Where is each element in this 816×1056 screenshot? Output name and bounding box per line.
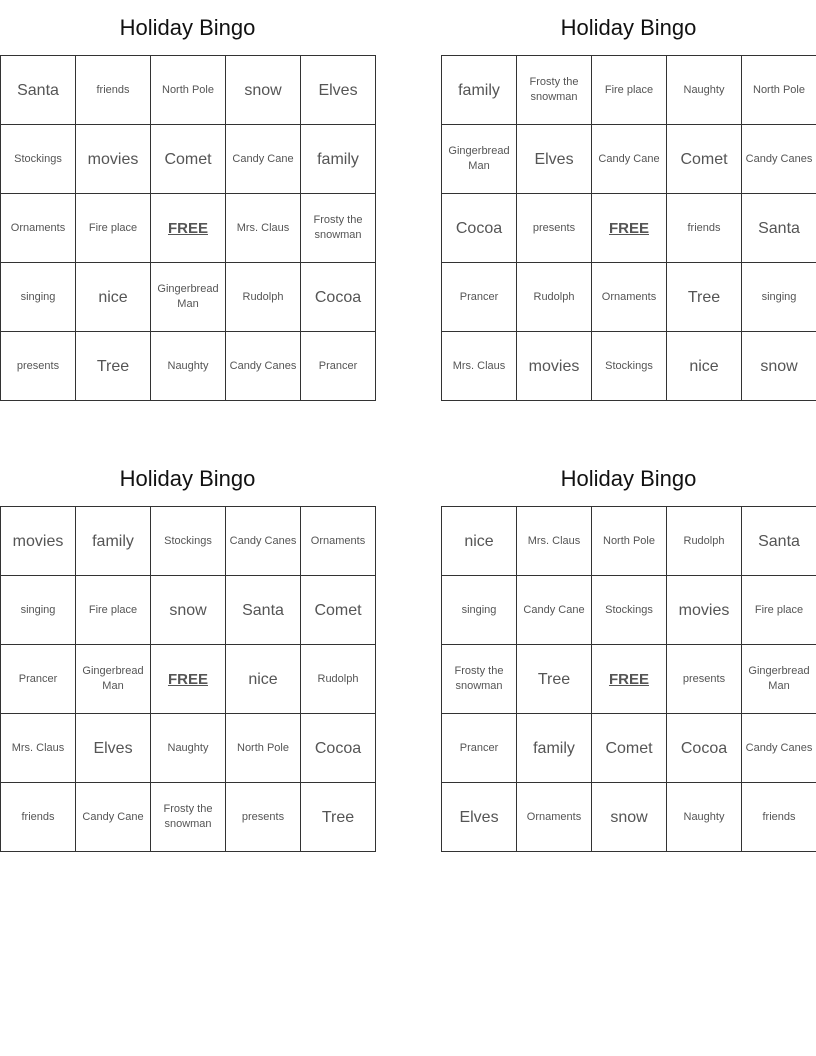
- bingo-cell: Comet: [301, 576, 376, 645]
- bingo-cell: Rudolph: [667, 507, 742, 576]
- bingo-cell: singing: [1, 263, 76, 332]
- grid-row: [442, 576, 816, 645]
- bingo-cell: Naughty: [667, 56, 742, 125]
- bingo-cell: family: [442, 56, 517, 125]
- bingo-cell: singing: [1, 576, 76, 645]
- bingo-cell: friends: [667, 194, 742, 263]
- bingo-cell: Ornaments: [592, 263, 667, 332]
- bingo-cell: Candy Cane: [592, 125, 667, 194]
- bingo-cell: Fire place: [76, 194, 151, 263]
- grid-row: [1, 783, 376, 852]
- grid-row: [1, 714, 376, 783]
- bingo-cell: family: [517, 714, 592, 783]
- bingo-cell: snow: [742, 332, 816, 401]
- grid-row: [442, 645, 816, 714]
- bingo-cell: Frosty the snowman: [151, 783, 226, 852]
- bingo-cell: Cocoa: [301, 263, 376, 332]
- grid-row: [1, 507, 376, 576]
- bingo-cell: presents: [1, 332, 76, 401]
- bingo-cell: Ornaments: [1, 194, 76, 263]
- bingo-cell: North Pole: [226, 714, 301, 783]
- card-title: Holiday Bingo: [119, 465, 256, 491]
- bingo-cell: presents: [667, 645, 742, 714]
- bingo-cell: movies: [76, 125, 151, 194]
- bingo-cell: family: [76, 507, 151, 576]
- bingo-cell: Stockings: [592, 332, 667, 401]
- bingo-cell: Mrs. Claus: [1, 714, 76, 783]
- bingo-card-4: [441, 451, 816, 852]
- bingo-cell: Comet: [667, 125, 742, 194]
- free-space-cell: FREE: [151, 194, 226, 263]
- bingo-cell: Naughty: [151, 332, 226, 401]
- bingo-cell: friends: [742, 783, 816, 852]
- bingo-card-3: [0, 451, 375, 852]
- bingo-grid: [441, 506, 816, 852]
- grid-row: [442, 783, 816, 852]
- bingo-cell: Rudolph: [517, 263, 592, 332]
- grid-row: [1, 576, 376, 645]
- card-title: Holiday Bingo: [560, 465, 697, 491]
- bingo-cell: Candy Canes: [742, 125, 816, 194]
- bingo-cell: nice: [76, 263, 151, 332]
- bingo-cell: presents: [517, 194, 592, 263]
- free-space-cell: FREE: [592, 645, 667, 714]
- bingo-cell: friends: [1, 783, 76, 852]
- grid-row: [1, 56, 376, 125]
- bingo-cell: Elves: [76, 714, 151, 783]
- bingo-cell: Rudolph: [301, 645, 376, 714]
- bingo-cell: Prancer: [301, 332, 376, 401]
- bingo-cell: Comet: [592, 714, 667, 783]
- bingo-cell: Rudolph: [226, 263, 301, 332]
- bingo-cell: Cocoa: [301, 714, 376, 783]
- bingo-cell: Gingerbread Man: [742, 645, 816, 714]
- bingo-cell: Fire place: [742, 576, 816, 645]
- grid-row: [442, 125, 816, 194]
- bingo-cell: Frosty the snowman: [301, 194, 376, 263]
- bingo-card-1: [0, 0, 375, 401]
- bingo-cell: Candy Cane: [226, 125, 301, 194]
- bingo-cell: Frosty the snowman: [442, 645, 517, 714]
- bingo-cell: singing: [442, 576, 517, 645]
- bingo-cell: nice: [442, 507, 517, 576]
- bingo-cell: North Pole: [151, 56, 226, 125]
- bingo-cell: nice: [667, 332, 742, 401]
- bingo-cell: Stockings: [1, 125, 76, 194]
- bingo-cell: Ornaments: [517, 783, 592, 852]
- bingo-cell: snow: [592, 783, 667, 852]
- bingo-cell: Tree: [517, 645, 592, 714]
- bingo-cell: Elves: [301, 56, 376, 125]
- grid-row: [442, 194, 816, 263]
- bingo-cell: Fire place: [592, 56, 667, 125]
- bingo-cell: Candy Canes: [226, 507, 301, 576]
- bingo-cell: Tree: [301, 783, 376, 852]
- grid-row: [1, 332, 376, 401]
- bingo-cell: Mrs. Claus: [226, 194, 301, 263]
- grid-row: [442, 714, 816, 783]
- bingo-cell: Tree: [667, 263, 742, 332]
- bingo-grid: [0, 506, 376, 852]
- bingo-cell: North Pole: [742, 56, 816, 125]
- grid-row: [1, 194, 376, 263]
- grid-row: [442, 507, 816, 576]
- bingo-cell: movies: [1, 507, 76, 576]
- bingo-cell: nice: [226, 645, 301, 714]
- bingo-cell: Candy Cane: [76, 783, 151, 852]
- bingo-cell: presents: [226, 783, 301, 852]
- bingo-cell: family: [301, 125, 376, 194]
- free-space-cell: FREE: [151, 645, 226, 714]
- bingo-cell: singing: [742, 263, 816, 332]
- bingo-cell: Candy Canes: [226, 332, 301, 401]
- bingo-cell: Santa: [742, 507, 816, 576]
- bingo-cell: Mrs. Claus: [517, 507, 592, 576]
- bingo-cell: snow: [226, 56, 301, 125]
- bingo-cell: Frosty the snowman: [517, 56, 592, 125]
- bingo-cell: Fire place: [76, 576, 151, 645]
- grid-row: [1, 125, 376, 194]
- bingo-cell: Stockings: [151, 507, 226, 576]
- grid-row: [442, 332, 816, 401]
- bingo-cell: Gingerbread Man: [151, 263, 226, 332]
- bingo-card-2: [441, 0, 816, 401]
- bingo-cell: Gingerbread Man: [442, 125, 517, 194]
- bingo-cell: Tree: [76, 332, 151, 401]
- grid-row: [1, 645, 376, 714]
- bingo-cell: Gingerbread Man: [76, 645, 151, 714]
- bingo-cell: Candy Canes: [742, 714, 816, 783]
- bingo-cell: movies: [667, 576, 742, 645]
- bingo-cell: Santa: [742, 194, 816, 263]
- bingo-cell: Cocoa: [442, 194, 517, 263]
- bingo-cell: Naughty: [667, 783, 742, 852]
- bingo-grid: [0, 55, 376, 401]
- bingo-cell: North Pole: [592, 507, 667, 576]
- bingo-cell: Ornaments: [301, 507, 376, 576]
- grid-row: [442, 263, 816, 332]
- grid-row: [1, 263, 376, 332]
- bingo-cell: Comet: [151, 125, 226, 194]
- bingo-cell: friends: [76, 56, 151, 125]
- bingo-cell: Elves: [442, 783, 517, 852]
- bingo-cell: Santa: [226, 576, 301, 645]
- bingo-cell: Candy Cane: [517, 576, 592, 645]
- bingo-cell: Naughty: [151, 714, 226, 783]
- bingo-cell: Cocoa: [667, 714, 742, 783]
- bingo-cell: Prancer: [1, 645, 76, 714]
- card-title: Holiday Bingo: [560, 14, 697, 40]
- bingo-grid: [441, 55, 816, 401]
- bingo-cell: Mrs. Claus: [442, 332, 517, 401]
- bingo-cell: Stockings: [592, 576, 667, 645]
- bingo-cell: snow: [151, 576, 226, 645]
- bingo-cell: Santa: [1, 56, 76, 125]
- free-space-cell: FREE: [592, 194, 667, 263]
- grid-row: [442, 56, 816, 125]
- bingo-cell: movies: [517, 332, 592, 401]
- bingo-cell: Elves: [517, 125, 592, 194]
- bingo-cell: Prancer: [442, 714, 517, 783]
- card-title: Holiday Bingo: [119, 14, 256, 40]
- bingo-cell: Prancer: [442, 263, 517, 332]
